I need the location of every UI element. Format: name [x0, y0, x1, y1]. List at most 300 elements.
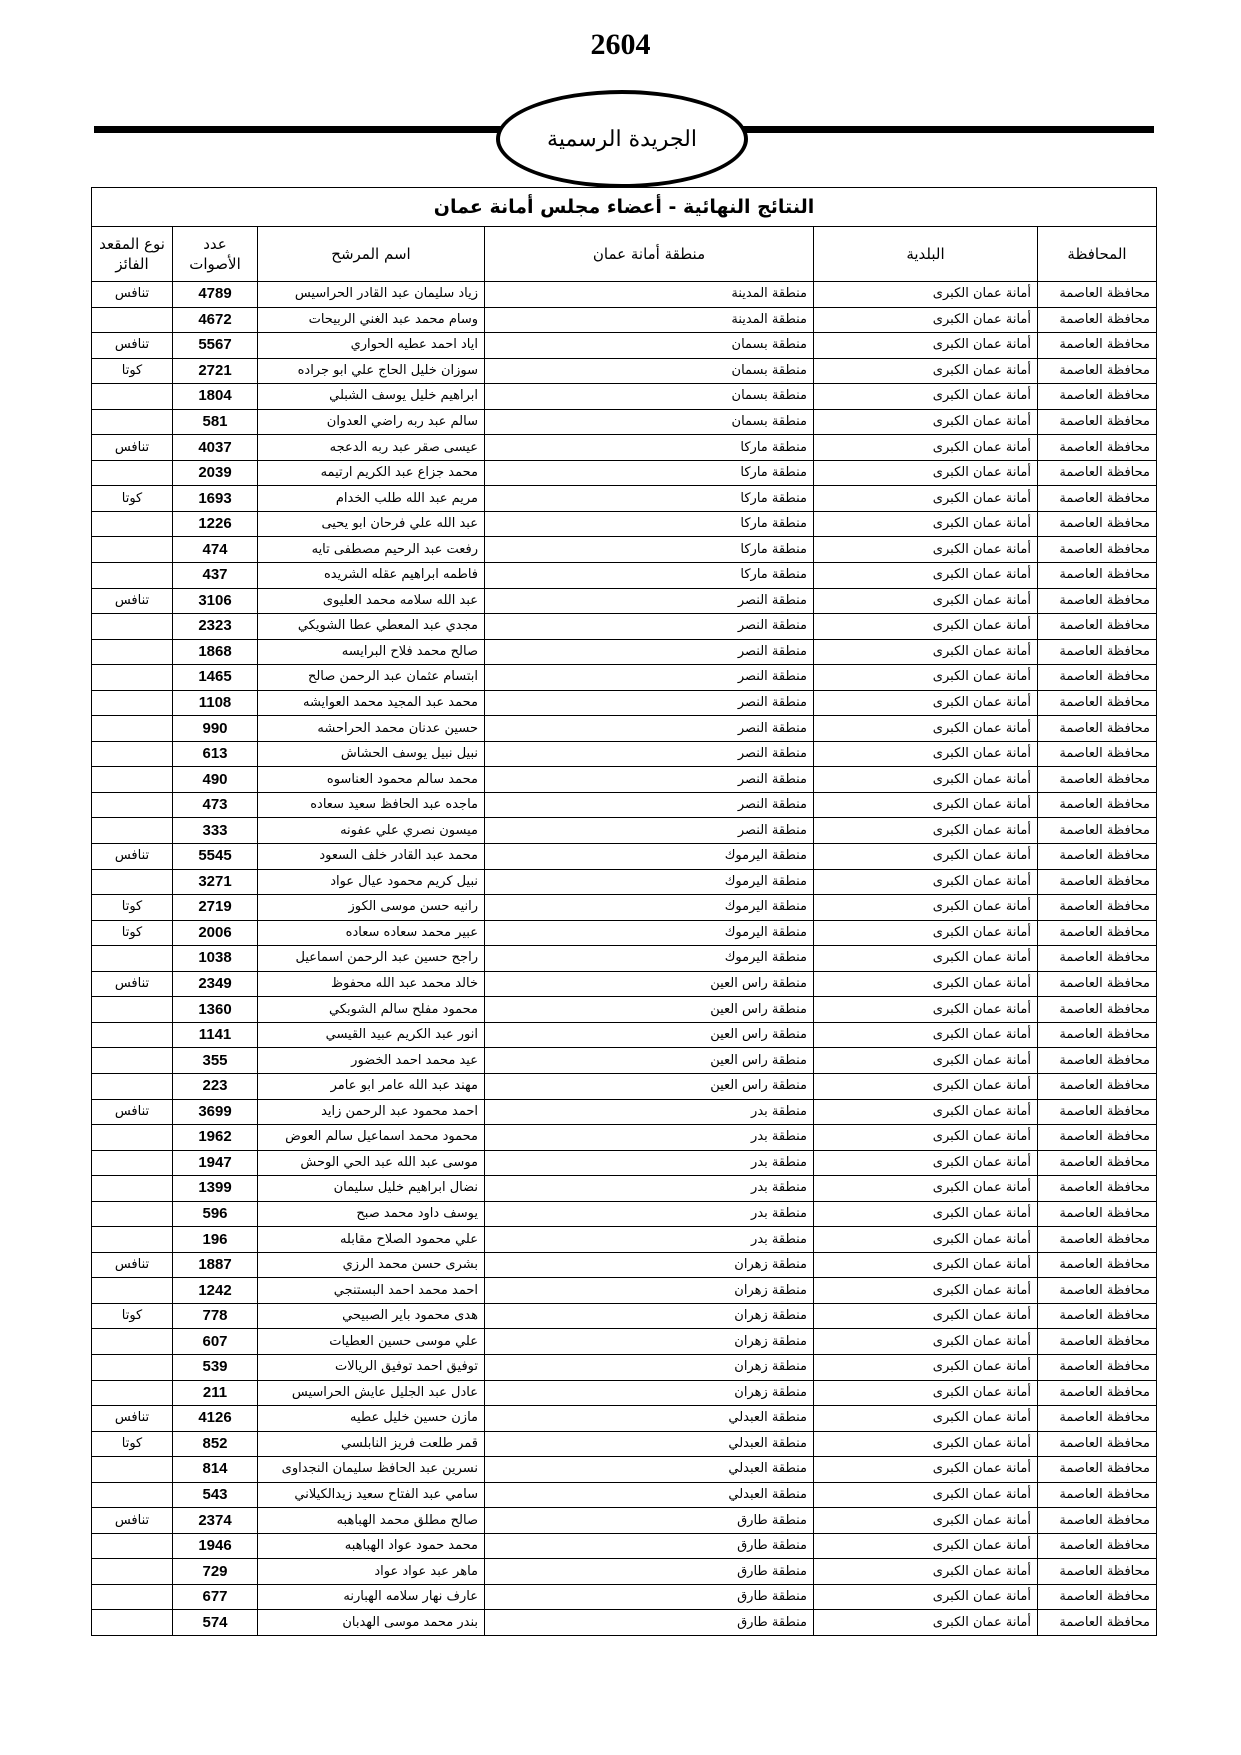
district-cell: منطقة زهران [485, 1329, 814, 1355]
table-row [92, 1252, 1157, 1278]
governorate-cell: محافظة العاصمة [1038, 920, 1157, 946]
governorate-cell: محافظة العاصمة [1038, 844, 1157, 870]
municipality-cell: أمانة عمان الكبرى [814, 844, 1038, 870]
candidate-name-cell: حسين عدنان محمد الحراحشه [258, 716, 485, 742]
header-rule-left [94, 126, 504, 133]
table-row [92, 614, 1157, 640]
district-cell: منطقة طارق [485, 1559, 814, 1585]
seat-type-cell: تنافس [92, 1508, 173, 1534]
seat-type-cell: تنافس [92, 333, 173, 359]
municipality-cell: أمانة عمان الكبرى [814, 997, 1038, 1023]
district-cell: منطقة بدر [485, 1099, 814, 1125]
candidate-name-cell: راجح حسين عبد الرحمن اسماعيل [258, 946, 485, 972]
table-row [92, 895, 1157, 921]
municipality-cell: أمانة عمان الكبرى [814, 537, 1038, 563]
votes-cell: 574 [173, 1610, 258, 1636]
votes-cell: 2721 [173, 358, 258, 384]
table-row [92, 1559, 1157, 1585]
district-cell: منطقة النصر [485, 716, 814, 742]
municipality-cell: أمانة عمان الكبرى [814, 792, 1038, 818]
votes-cell: 2374 [173, 1508, 258, 1534]
table-row [92, 563, 1157, 589]
votes-cell: 4037 [173, 435, 258, 461]
municipality-cell: أمانة عمان الكبرى [814, 1227, 1038, 1253]
candidate-name-cell: محمد سالم محمود العناسوه [258, 767, 485, 793]
seat-type-cell [92, 1584, 173, 1610]
district-cell: منطقة بدر [485, 1125, 814, 1151]
governorate-cell: محافظة العاصمة [1038, 1354, 1157, 1380]
candidate-name-cell: عارف نهار سلامه الهبارنه [258, 1584, 485, 1610]
governorate-cell: محافظة العاصمة [1038, 895, 1157, 921]
governorate-cell: محافظة العاصمة [1038, 435, 1157, 461]
municipality-cell: أمانة عمان الكبرى [814, 486, 1038, 512]
seat-type-cell [92, 1533, 173, 1559]
governorate-cell: محافظة العاصمة [1038, 409, 1157, 435]
governorate-cell: محافظة العاصمة [1038, 1610, 1157, 1636]
candidate-name-cell: نسرين عبد الحافظ سليمان النجداوى [258, 1457, 485, 1483]
candidate-name-cell: مجدي عبد المعطي عطا الشويكي [258, 614, 485, 640]
table-row [92, 1022, 1157, 1048]
seat-type-cell [92, 767, 173, 793]
candidate-name-cell: احمد محمد احمد البستنجي [258, 1278, 485, 1304]
votes-cell: 852 [173, 1431, 258, 1457]
district-cell: منطقة ماركا [485, 460, 814, 486]
governorate-cell: محافظة العاصمة [1038, 384, 1157, 410]
seat-type-cell [92, 1022, 173, 1048]
governorate-cell: محافظة العاصمة [1038, 741, 1157, 767]
seat-type-cell: كوتا [92, 1303, 173, 1329]
votes-cell: 1693 [173, 486, 258, 512]
seat-type-cell [92, 409, 173, 435]
seat-type-cell [92, 1354, 173, 1380]
table-row [92, 1508, 1157, 1534]
header-votes-line1: عدد [203, 235, 227, 253]
votes-cell: 2719 [173, 895, 258, 921]
candidate-name-cell: ابراهيم خليل يوسف الشبلي [258, 384, 485, 410]
candidate-name-cell: عادل عبد الجليل عايش الحراسيس [258, 1380, 485, 1406]
votes-cell: 3271 [173, 869, 258, 895]
municipality-cell: أمانة عمان الكبرى [814, 1048, 1038, 1074]
votes-cell: 1465 [173, 665, 258, 691]
votes-cell: 1946 [173, 1533, 258, 1559]
governorate-cell: محافظة العاصمة [1038, 486, 1157, 512]
governorate-cell: محافظة العاصمة [1038, 792, 1157, 818]
seat-type-cell [92, 1457, 173, 1483]
candidate-name-cell: نبيل نبيل يوسف الحشاش [258, 741, 485, 767]
candidate-name-cell: سوزان خليل الحاج علي ابو جراده [258, 358, 485, 384]
votes-cell: 1226 [173, 511, 258, 537]
district-cell: منطقة بسمان [485, 384, 814, 410]
governorate-cell: محافظة العاصمة [1038, 1380, 1157, 1406]
district-cell: منطقة العبدلي [485, 1457, 814, 1483]
seat-type-cell: تنافس [92, 844, 173, 870]
district-cell: منطقة ماركا [485, 537, 814, 563]
table-row [92, 1406, 1157, 1432]
votes-cell: 437 [173, 563, 258, 589]
votes-cell: 990 [173, 716, 258, 742]
votes-cell: 223 [173, 1073, 258, 1099]
table-row [92, 971, 1157, 997]
district-cell: منطقة ماركا [485, 563, 814, 589]
seat-type-cell: تنافس [92, 282, 173, 308]
governorate-cell: محافظة العاصمة [1038, 511, 1157, 537]
table-row [92, 1380, 1157, 1406]
seat-type-cell [92, 460, 173, 486]
seat-type-cell: تنافس [92, 1406, 173, 1432]
district-cell: منطقة النصر [485, 818, 814, 844]
candidate-name-cell: عبد الله علي فرحان ابو يحيى [258, 511, 485, 537]
header-rule-right [740, 126, 1154, 133]
municipality-cell: أمانة عمان الكبرى [814, 435, 1038, 461]
table-row [92, 1176, 1157, 1202]
seat-type-cell [92, 511, 173, 537]
district-cell: منطقة زهران [485, 1278, 814, 1304]
governorate-cell: محافظة العاصمة [1038, 1482, 1157, 1508]
candidate-name-cell: رانيه حسن موسى الكوز [258, 895, 485, 921]
header-seat-type-line2: الفائز [115, 255, 149, 273]
governorate-cell: محافظة العاصمة [1038, 1431, 1157, 1457]
district-cell: منطقة المدينة [485, 282, 814, 308]
district-cell: منطقة بدر [485, 1227, 814, 1253]
district-cell: منطقة اليرموك [485, 844, 814, 870]
table-row [92, 1610, 1157, 1636]
table-body [92, 282, 1157, 1636]
seat-type-cell [92, 614, 173, 640]
seat-type-cell: تنافس [92, 1252, 173, 1278]
candidate-name-cell: وسام محمد عبد الغني الربيحات [258, 307, 485, 333]
governorate-cell: محافظة العاصمة [1038, 665, 1157, 691]
municipality-cell: أمانة عمان الكبرى [814, 614, 1038, 640]
header-governorate: المحافظة [1038, 227, 1157, 282]
seat-type-cell [92, 1227, 173, 1253]
candidate-name-cell: انور عبد الكريم عبيد القيسي [258, 1022, 485, 1048]
candidate-name-cell: ميسون نصري علي عفونه [258, 818, 485, 844]
seat-type-cell [92, 997, 173, 1023]
seat-type-cell: تنافس [92, 435, 173, 461]
seat-type-cell [92, 1073, 173, 1099]
header-municipality: البلدية [814, 227, 1038, 282]
seat-type-cell [92, 563, 173, 589]
seat-type-cell [92, 639, 173, 665]
municipality-cell: أمانة عمان الكبرى [814, 1457, 1038, 1483]
governorate-cell: محافظة العاصمة [1038, 614, 1157, 640]
votes-cell: 1868 [173, 639, 258, 665]
votes-cell: 778 [173, 1303, 258, 1329]
candidate-name-cell: مريم عبد الله طلب الخدام [258, 486, 485, 512]
seat-type-cell [92, 1201, 173, 1227]
governorate-cell: محافظة العاصمة [1038, 282, 1157, 308]
table-row [92, 1303, 1157, 1329]
governorate-cell: محافظة العاصمة [1038, 946, 1157, 972]
municipality-cell: أمانة عمان الكبرى [814, 971, 1038, 997]
district-cell: منطقة اليرموك [485, 895, 814, 921]
votes-cell: 1804 [173, 384, 258, 410]
municipality-cell: أمانة عمان الكبرى [814, 563, 1038, 589]
votes-cell: 4126 [173, 1406, 258, 1432]
seat-type-cell [92, 307, 173, 333]
seat-type-cell [92, 1176, 173, 1202]
table-row [92, 1354, 1157, 1380]
seat-type-cell [92, 1610, 173, 1636]
table-row [92, 511, 1157, 537]
governorate-cell: محافظة العاصمة [1038, 1559, 1157, 1585]
table-row [92, 1227, 1157, 1253]
votes-cell: 543 [173, 1482, 258, 1508]
district-cell: منطقة العبدلي [485, 1406, 814, 1432]
votes-cell: 5545 [173, 844, 258, 870]
district-cell: منطقة ماركا [485, 435, 814, 461]
seat-type-cell [92, 741, 173, 767]
candidate-name-cell: صالح محمد فلاح البرايسه [258, 639, 485, 665]
table-row [92, 946, 1157, 972]
municipality-cell: أمانة عمان الكبرى [814, 588, 1038, 614]
governorate-cell: محافظة العاصمة [1038, 1457, 1157, 1483]
municipality-cell: أمانة عمان الكبرى [814, 307, 1038, 333]
votes-cell: 596 [173, 1201, 258, 1227]
district-cell: منطقة العبدلي [485, 1482, 814, 1508]
governorate-cell: محافظة العاصمة [1038, 818, 1157, 844]
district-cell: منطقة ماركا [485, 486, 814, 512]
table-row [92, 844, 1157, 870]
votes-cell: 211 [173, 1380, 258, 1406]
seat-type-cell [92, 869, 173, 895]
votes-cell: 729 [173, 1559, 258, 1585]
candidate-name-cell: محمد عبد المجيد محمد العوايشه [258, 690, 485, 716]
governorate-cell: محافظة العاصمة [1038, 1252, 1157, 1278]
district-cell: منطقة اليرموك [485, 920, 814, 946]
candidate-name-cell: فاطمه ابراهيم عقله الشريده [258, 563, 485, 589]
district-cell: منطقة النصر [485, 588, 814, 614]
seat-type-cell [92, 1329, 173, 1355]
votes-cell: 2039 [173, 460, 258, 486]
table-row [92, 997, 1157, 1023]
governorate-cell: محافظة العاصمة [1038, 1508, 1157, 1534]
votes-cell: 2349 [173, 971, 258, 997]
candidate-name-cell: علي محمود الصلاح مقابله [258, 1227, 485, 1253]
table-row [92, 435, 1157, 461]
municipality-cell: أمانة عمان الكبرى [814, 920, 1038, 946]
governorate-cell: محافظة العاصمة [1038, 1150, 1157, 1176]
table-row [92, 1099, 1157, 1125]
candidate-name-cell: عبد الله سلامه محمد العليوى [258, 588, 485, 614]
seat-type-cell [92, 537, 173, 563]
table-row [92, 1457, 1157, 1483]
table-row [92, 1125, 1157, 1151]
candidate-name-cell: محمد حمود عواد الهباهبه [258, 1533, 485, 1559]
municipality-cell: أمانة عمان الكبرى [814, 282, 1038, 308]
table-row [92, 920, 1157, 946]
municipality-cell: أمانة عمان الكبرى [814, 1559, 1038, 1585]
governorate-cell: محافظة العاصمة [1038, 971, 1157, 997]
municipality-cell: أمانة عمان الكبرى [814, 1022, 1038, 1048]
seat-type-cell [92, 384, 173, 410]
candidate-name-cell: بشرى حسن محمد الرزي [258, 1252, 485, 1278]
table-row [92, 1073, 1157, 1099]
seat-type-cell [92, 665, 173, 691]
seat-type-cell [92, 1482, 173, 1508]
district-cell: منطقة النصر [485, 792, 814, 818]
votes-cell: 1141 [173, 1022, 258, 1048]
candidate-name-cell: ابتسام عثمان عبد الرحمن صالح [258, 665, 485, 691]
candidate-name-cell: رفعت عبد الرحيم مصطفى تايه [258, 537, 485, 563]
seat-type-cell: تنافس [92, 588, 173, 614]
municipality-cell: أمانة عمان الكبرى [814, 869, 1038, 895]
candidate-name-cell: نبيل كريم محمود عيال عواد [258, 869, 485, 895]
district-cell: منطقة العبدلي [485, 1431, 814, 1457]
district-cell: منطقة راس العين [485, 1022, 814, 1048]
seat-type-cell [92, 1559, 173, 1585]
municipality-cell: أمانة عمان الكبرى [814, 690, 1038, 716]
votes-cell: 1947 [173, 1150, 258, 1176]
table-row [92, 690, 1157, 716]
district-cell: منطقة النصر [485, 614, 814, 640]
table-row [92, 486, 1157, 512]
candidate-name-cell: يوسف داود محمد صبح [258, 1201, 485, 1227]
district-cell: منطقة راس العين [485, 971, 814, 997]
candidate-name-cell: صالح مطلق محمد الهباهبه [258, 1508, 485, 1534]
votes-cell: 1108 [173, 690, 258, 716]
table-row [92, 818, 1157, 844]
seat-type-cell [92, 1125, 173, 1151]
votes-cell: 2006 [173, 920, 258, 946]
candidate-name-cell: محمد عبد القادر خلف السعود [258, 844, 485, 870]
header-district: منطقة أمانة عمان [485, 227, 814, 282]
seat-type-cell: كوتا [92, 895, 173, 921]
governorate-cell: محافظة العاصمة [1038, 1533, 1157, 1559]
votes-cell: 613 [173, 741, 258, 767]
district-cell: منطقة بدر [485, 1176, 814, 1202]
candidate-name-cell: عيد محمد احمد الخضور [258, 1048, 485, 1074]
municipality-cell: أمانة عمان الكبرى [814, 333, 1038, 359]
seat-type-cell [92, 716, 173, 742]
municipality-cell: أمانة عمان الكبرى [814, 946, 1038, 972]
candidate-name-cell: عيسى صقر عبد ربه الدعجه [258, 435, 485, 461]
district-cell: منطقة راس العين [485, 1048, 814, 1074]
district-cell: منطقة زهران [485, 1354, 814, 1380]
votes-cell: 1038 [173, 946, 258, 972]
table-row [92, 1431, 1157, 1457]
seat-type-cell [92, 1278, 173, 1304]
municipality-cell: أمانة عمان الكبرى [814, 1533, 1038, 1559]
candidate-name-cell: محمد جزاع عبد الكريم ارتيمه [258, 460, 485, 486]
municipality-cell: أمانة عمان الكبرى [814, 1278, 1038, 1304]
governorate-cell: محافظة العاصمة [1038, 358, 1157, 384]
district-cell: منطقة بسمان [485, 358, 814, 384]
candidate-name-cell: مهند عبد الله عامر ابو عامر [258, 1073, 485, 1099]
municipality-cell: أمانة عمان الكبرى [814, 409, 1038, 435]
governorate-cell: محافظة العاصمة [1038, 639, 1157, 665]
table-row [92, 639, 1157, 665]
candidate-name-cell: اياد احمد عطيه الحواري [258, 333, 485, 359]
table-row [92, 384, 1157, 410]
district-cell: منطقة راس العين [485, 1073, 814, 1099]
table-row [92, 460, 1157, 486]
seat-type-cell [92, 792, 173, 818]
votes-cell: 1242 [173, 1278, 258, 1304]
governorate-cell: محافظة العاصمة [1038, 1099, 1157, 1125]
masthead-title: الجريدة الرسمية [547, 126, 697, 152]
table-row [92, 767, 1157, 793]
municipality-cell: أمانة عمان الكبرى [814, 1099, 1038, 1125]
votes-cell: 1399 [173, 1176, 258, 1202]
votes-cell: 473 [173, 792, 258, 818]
seat-type-cell [92, 1150, 173, 1176]
municipality-cell: أمانة عمان الكبرى [814, 1201, 1038, 1227]
table-row [92, 1584, 1157, 1610]
table-row [92, 537, 1157, 563]
district-cell: منطقة المدينة [485, 307, 814, 333]
seat-type-cell [92, 946, 173, 972]
candidate-name-cell: توفيق احمد توفيق الريالات [258, 1354, 485, 1380]
votes-cell: 814 [173, 1457, 258, 1483]
governorate-cell: محافظة العاصمة [1038, 716, 1157, 742]
governorate-cell: محافظة العاصمة [1038, 690, 1157, 716]
governorate-cell: محافظة العاصمة [1038, 1048, 1157, 1074]
governorate-cell: محافظة العاصمة [1038, 1227, 1157, 1253]
table-row [92, 409, 1157, 435]
municipality-cell: أمانة عمان الكبرى [814, 895, 1038, 921]
municipality-cell: أمانة عمان الكبرى [814, 384, 1038, 410]
seat-type-cell [92, 818, 173, 844]
governorate-cell: محافظة العاصمة [1038, 1406, 1157, 1432]
district-cell: منطقة اليرموك [485, 869, 814, 895]
governorate-cell: محافظة العاصمة [1038, 1201, 1157, 1227]
candidate-name-cell: زياد سليمان عبد القادر الحراسيس [258, 282, 485, 308]
table-row [92, 869, 1157, 895]
seat-type-cell [92, 1048, 173, 1074]
votes-cell: 4789 [173, 282, 258, 308]
governorate-cell: محافظة العاصمة [1038, 1125, 1157, 1151]
governorate-cell: محافظة العاصمة [1038, 1022, 1157, 1048]
municipality-cell: أمانة عمان الكبرى [814, 1508, 1038, 1534]
table-row [92, 1048, 1157, 1074]
table-row [92, 1329, 1157, 1355]
header-seat-type [92, 227, 173, 282]
district-cell: منطقة زهران [485, 1303, 814, 1329]
table-row [92, 665, 1157, 691]
votes-cell: 4672 [173, 307, 258, 333]
municipality-cell: أمانة عمان الكبرى [814, 639, 1038, 665]
candidate-name-cell: ماهر عبد عواد عواد [258, 1559, 485, 1585]
candidate-name-cell: خالد محمد عبد الله محفوظ [258, 971, 485, 997]
votes-cell: 2323 [173, 614, 258, 640]
governorate-cell: محافظة العاصمة [1038, 1073, 1157, 1099]
seat-type-cell [92, 690, 173, 716]
municipality-cell: أمانة عمان الكبرى [814, 767, 1038, 793]
candidate-name-cell: هدى محمود باير الصبيحي [258, 1303, 485, 1329]
votes-cell: 5567 [173, 333, 258, 359]
municipality-cell: أمانة عمان الكبرى [814, 716, 1038, 742]
header-votes [173, 227, 258, 282]
seat-type-cell [92, 1380, 173, 1406]
municipality-cell: أمانة عمان الكبرى [814, 511, 1038, 537]
candidate-name-cell: قمر طلعت فريز النابلسي [258, 1431, 485, 1457]
governorate-cell: محافظة العاصمة [1038, 333, 1157, 359]
votes-cell: 607 [173, 1329, 258, 1355]
municipality-cell: أمانة عمان الكبرى [814, 1584, 1038, 1610]
governorate-cell: محافظة العاصمة [1038, 307, 1157, 333]
table-row [92, 1201, 1157, 1227]
district-cell: منطقة النصر [485, 767, 814, 793]
candidate-name-cell: محمود مفلح سالم الشوبكي [258, 997, 485, 1023]
header-votes-line2: الأصوات [189, 255, 241, 273]
candidate-name-cell: ماجده عبد الحافظ سعيد سعاده [258, 792, 485, 818]
table-row [92, 588, 1157, 614]
district-cell: منطقة اليرموك [485, 946, 814, 972]
district-cell: منطقة بسمان [485, 333, 814, 359]
table-title: النتائج النهائية - أعضاء مجلس أمانة عمان [92, 188, 1157, 227]
municipality-cell: أمانة عمان الكبرى [814, 1380, 1038, 1406]
